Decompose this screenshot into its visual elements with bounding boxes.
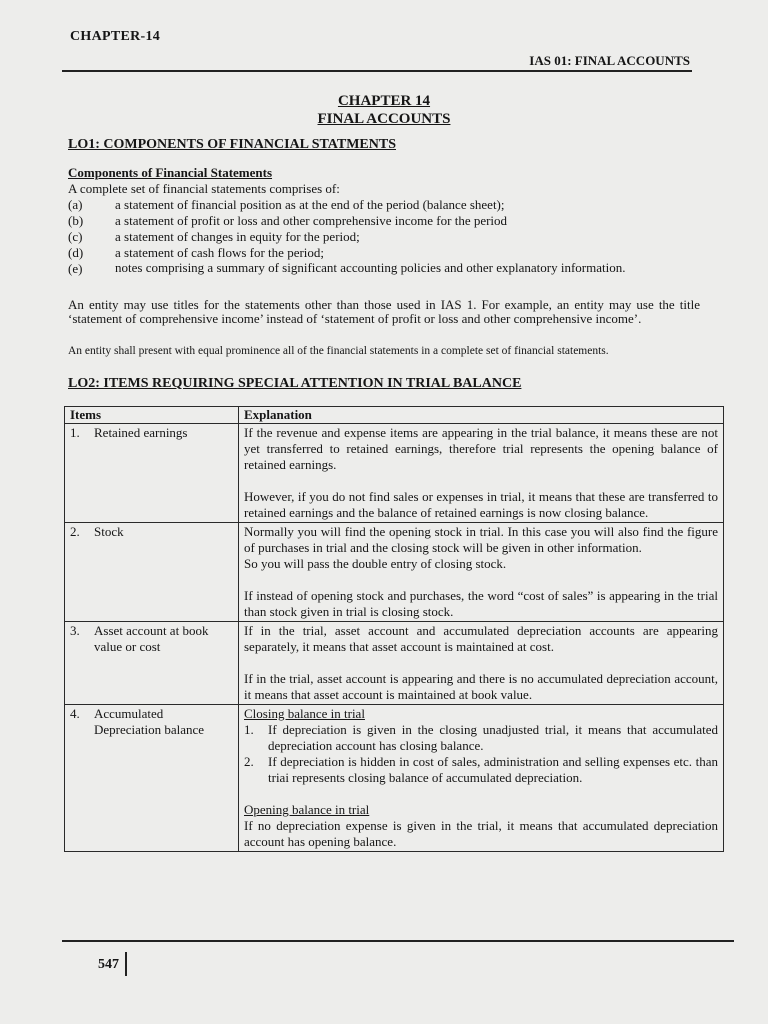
list-item-text: a statement of financial position as at the end of the period (balance sheet);	[115, 197, 505, 212]
sub-list-item	[244, 722, 718, 754]
table-row	[65, 424, 724, 523]
item-name: Stock	[94, 524, 124, 539]
list-item-label: (d)	[68, 245, 84, 260]
list-item-text: a statement of profit or loss and other comprehensive income for the period	[115, 213, 508, 228]
item-cell	[65, 424, 239, 523]
list-item-label: (e)	[68, 261, 83, 276]
explanation-text: Normally you will find the opening stock in trial. In this case you will also find the figure of purchases in trial and the closing stock will be given in other information.	[244, 524, 718, 555]
list-item-label: (b)	[68, 213, 84, 228]
item-cell	[65, 523, 239, 622]
column-header-explanation: Explanation	[239, 407, 724, 424]
closing-balance-heading: Closing balance in trial	[244, 706, 365, 721]
list-item-text: notes comprising a summary of significant accounting policies and other explanatory information.	[115, 260, 626, 275]
explanation-text: If in the trial, asset account and accumulated depreciation accounts are appearing separately, it means that asset account is maintained at cost.	[244, 623, 718, 654]
item-number: 4.	[70, 706, 80, 721]
list-item-text: a statement of cash flows for the period;	[115, 245, 325, 260]
running-header-topic: IAS 01: FINAL ACCOUNTS	[529, 53, 690, 68]
item-cell	[65, 622, 239, 705]
explanation-cell	[239, 622, 724, 705]
explanation-text: If no depreciation expense is given in the trial, it means that accumulated depreciation account has opening balance.	[244, 818, 718, 849]
list-item	[68, 197, 700, 213]
explanation-text: However, if you do not find sales or expenses in trial, it means that these are transferred to retained earnings and the balance of retained earnings is now closing balance.	[244, 489, 718, 520]
explanation-cell	[239, 424, 724, 523]
sub-list-item	[244, 754, 718, 786]
explanation-text: If instead of opening stock and purchases, the word “cost of sales” is appearing in the trial than stock given in trial is closing stock.	[244, 588, 718, 619]
lo1-heading: LO1: COMPONENTS OF FINANCIAL STATMENTS	[68, 137, 396, 152]
table-header-row	[65, 407, 724, 424]
list-item	[68, 245, 700, 261]
item-name: Asset account at book value or cost	[94, 623, 209, 654]
paragraph-prominence: An entity shall present with equal prominence all of the financial statements in a complete set of financial statements.	[68, 345, 609, 357]
table-row	[65, 622, 724, 705]
explanation-text: If the revenue and expense items are appearing in the trial balance, it means these are not yet transferred to retained earnings, therefore trial represents the opening balance of retained earnings.	[244, 425, 718, 472]
sub-list-text: If depreciation is hidden in cost of sales, administration and selling expenses etc. than triai represents closing balance of accumulated depreciation.	[268, 754, 718, 785]
sub-list-number: 2.	[244, 754, 254, 769]
header-rule	[62, 70, 692, 72]
paragraph-titles: An entity may use titles for the statements other than those used in IAS 1. For example, an entity may use the title ‘statement of comprehensive income’ instead of ‘statement of profit or loss and other comprehensive income’.	[68, 297, 700, 326]
list-item	[68, 261, 700, 277]
chapter-title: CHAPTER 14	[337, 93, 431, 109]
explanation-text: If in the trial, asset account is appearing and there is no accumulated depreciation account, it means that asset account is maintained at book value.	[244, 671, 718, 702]
trial-balance-items-table	[64, 406, 724, 852]
chapter-subtitle: FINAL ACCOUNTS	[317, 111, 451, 127]
explanation-cell	[239, 523, 724, 622]
column-header-items: Items	[65, 407, 239, 424]
table-row	[65, 523, 724, 622]
item-cell	[65, 705, 239, 852]
item-number: 2.	[70, 524, 80, 539]
explanation-text: So you will pass the double entry of closing stock.	[244, 556, 507, 571]
components-subheading: Components of Financial Statements	[68, 165, 273, 180]
footer-rule	[62, 940, 734, 942]
components-intro: A complete set of financial statements comprises of:	[68, 181, 340, 196]
list-item	[68, 213, 700, 229]
table-row	[65, 705, 724, 852]
list-item-text: a statement of changes in equity for the period;	[115, 229, 360, 244]
item-name: Retained earnings	[94, 425, 188, 440]
sub-list-text: If depreciation is given in the closing unadjusted trial, it means that accumulated depreciation account has closing balance.	[268, 722, 718, 753]
page-number-divider	[125, 952, 127, 976]
list-item	[68, 229, 700, 245]
explanation-cell	[239, 705, 724, 852]
opening-balance-heading: Opening balance in trial	[244, 802, 370, 817]
list-item-label: (c)	[68, 229, 83, 244]
list-item-label: (a)	[68, 197, 83, 212]
lo2-heading: LO2: ITEMS REQUIRING SPECIAL ATTENTION IN TRIAL BALANCE	[68, 376, 522, 391]
page-number: 547	[98, 957, 119, 972]
item-name: Accumulated Depreciation balance	[94, 706, 205, 737]
item-number: 1.	[70, 425, 80, 440]
running-header-chapter: CHAPTER-14	[70, 29, 161, 44]
sub-list-number: 1.	[244, 722, 254, 737]
item-number: 3.	[70, 623, 80, 638]
